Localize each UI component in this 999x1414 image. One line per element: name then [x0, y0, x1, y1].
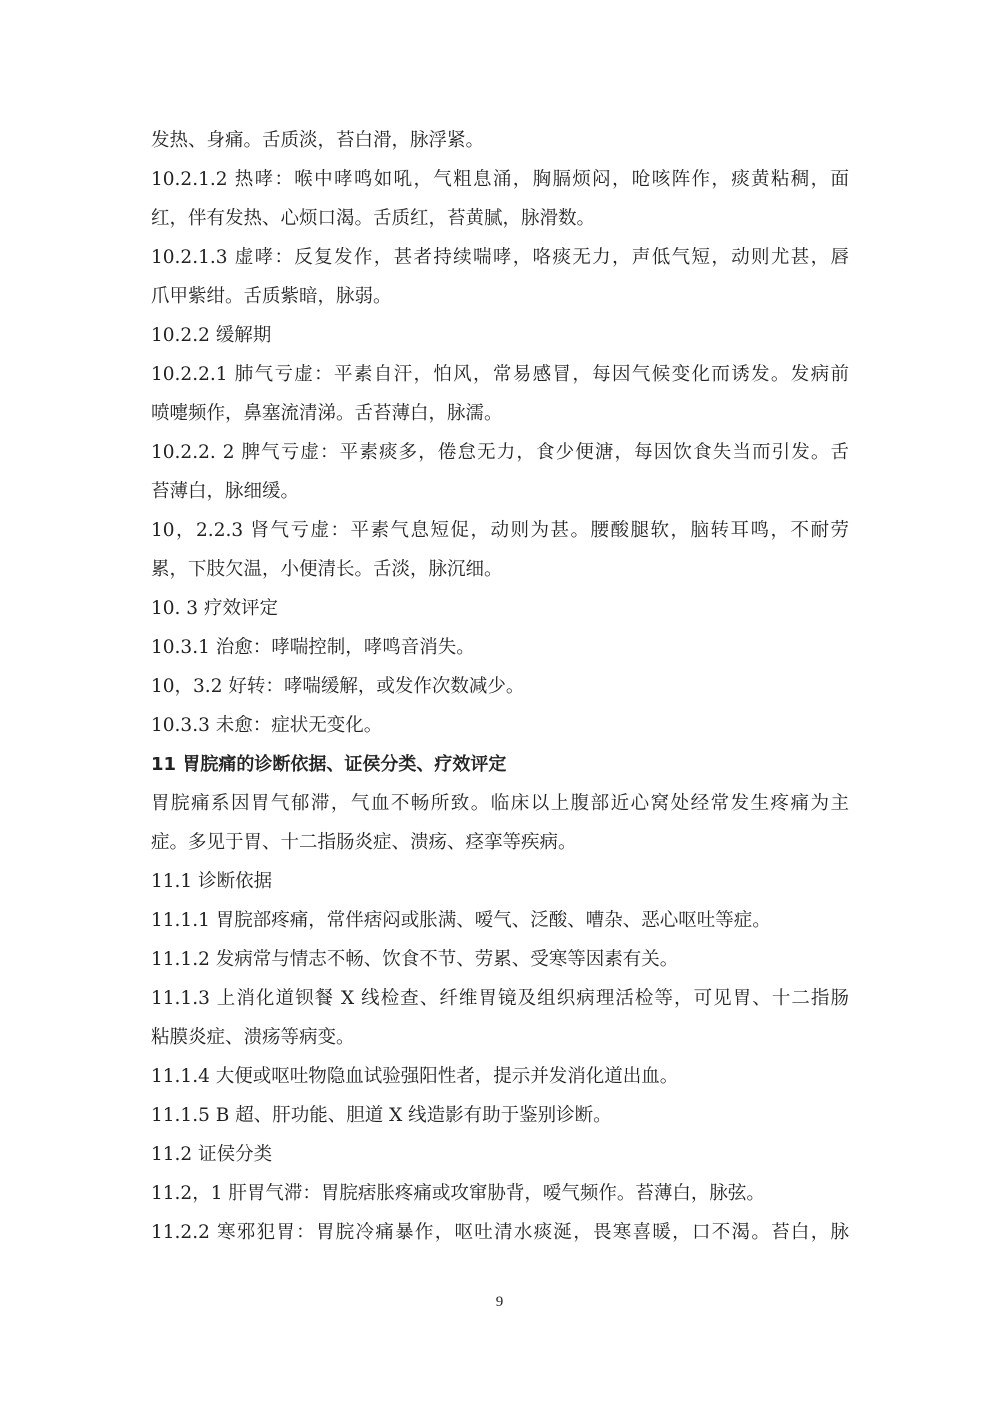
text-line: 10.2.1.2 热哮：喉中哮鸣如吼，气粗息涌，胸膈烦闷，呛咳阵作，痰黄粘稠，面: [151, 169, 849, 190]
text-line: 11.1.1 胃脘部疼痛，常伴痞闷或胀满、嗳气、泛酸、嘈杂、恶心呕吐等症。: [151, 910, 771, 931]
section-heading: 10. 3 疗效评定: [151, 598, 278, 619]
text-line: 11.1.2 发病常与情志不畅、饮食不节、劳累、受寒等因素有关。: [151, 949, 679, 970]
text-line: 粘膜炎症、溃疡等病变。: [151, 1027, 355, 1048]
text-line: 累，下肢欠温，小便清长。舌淡，脉沉细。: [151, 559, 503, 580]
text-line: 10，3.2 好转：哮喘缓解，或发作次数减少。: [151, 676, 525, 697]
text-line: 11.1.3 上消化道钡餐 X 线检查、纤维胃镜及组织病理活检等，可见胃、十二指肠: [151, 988, 849, 1009]
text-line: 10.3.3 未愈：症状无变化。: [151, 715, 383, 736]
text-line: 10.2.2. 2 脾气亏虚：平素痰多，倦怠无力，食少便溏，每因饮食失当而引发。舌: [151, 442, 849, 463]
text-line: 11.1.5 B 超、肝功能、胆道 X 线造影有助于鉴别诊断。: [151, 1105, 612, 1126]
text-line: 11.2，1 肝胃气滞：胃脘痞胀疼痛或攻窜胁背，嗳气频作。苔薄白，脉弦。: [151, 1183, 765, 1204]
text-line: 苔薄白，脉细缓。: [151, 481, 300, 502]
text-line: 爪甲紫绀。舌质紫暗，脉弱。: [151, 286, 392, 307]
page-number: 9: [495, 1294, 504, 1310]
text-line: 胃脘痛系因胃气郁滞，气血不畅所致。临床以上腹部近心窝处经常发生疼痛为主: [151, 793, 849, 814]
section-heading: 11.1 诊断依据: [151, 871, 273, 892]
section-heading: 11.2 证侯分类: [151, 1144, 273, 1165]
text-line: 10，2.2.3 肾气亏虚：平素气息短促，动则为甚。腰酸腿软，脑转耳鸣，不耐劳: [151, 520, 849, 541]
text-line: 10.3.1 治愈：哮喘控制，哮鸣音消失。: [151, 637, 475, 658]
section-heading: 10.2.2 缓解期: [151, 325, 272, 346]
text-line: 10.2.2.1 肺气亏虚：平素自汗，怕风，常易感冒，每因气候变化而诱发。发病前: [151, 364, 849, 385]
text-line: 11.1.4 大便或呕吐物隐血试验强阳性者，提示并发消化道出血。: [151, 1066, 679, 1087]
text-line: 喷嚏频作，鼻塞流清涕。舌苔薄白，脉濡。: [151, 403, 503, 424]
text-line: 症。多见于胃、十二指肠炎症、溃疡、痉挛等疾病。: [151, 832, 577, 853]
text-line: 10.2.1.3 虚哮：反复发作，甚者持续喘哮，咯痰无力，声低气短，动则尤甚，唇: [151, 247, 849, 268]
text-line: 红，伴有发热、心烦口渴。舌质红，苔黄腻，脉滑数。: [151, 208, 596, 229]
text-line: 发热、身痛。舌质淡，苔白滑，脉浮紧。: [151, 130, 485, 151]
chapter-heading: 11 胃脘痛的诊断依据、证侯分类、疗效评定: [151, 754, 507, 775]
text-line: 11.2.2 寒邪犯胃：胃脘冷痛暴作，呕吐清水痰涎，畏寒喜暖，口不渴。苔白，脉: [151, 1222, 849, 1243]
